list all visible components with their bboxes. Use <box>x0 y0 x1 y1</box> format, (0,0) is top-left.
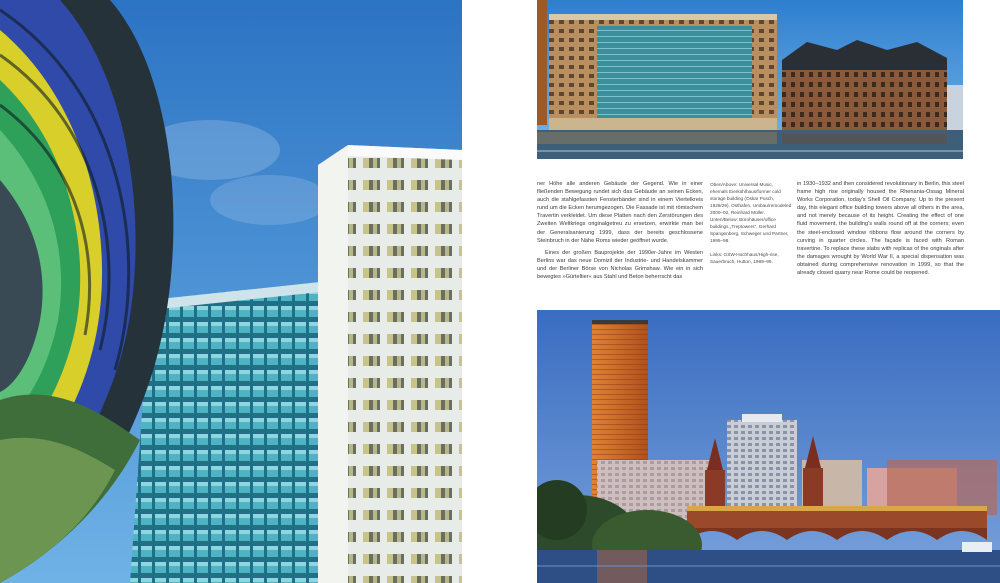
photo-gsw-highrise <box>0 0 462 583</box>
english-paragraph-1: in 1930–1932 and then considered revolutionary in Berlin, this steel frame high rise originally housed the Rhenania-Ossag Mineral Works Corporation, today's Shell Oil Company. Up to the present day, this elegant office building towers above all others in the area, and not merely because of its height. Creating the effect of one fluid movement, the building's walls round off at the corners; even the steel-enclosed window ribbons flow around the corners by curving in quarter circles. The façade is faced with Roman travertine. To replace these slabs with replicas of the originals after the damages wrought by World War II, a special dispensation was obtained during comprehensive renovation in 1999, so that the already closed quarry near Rome could be reopened. <box>797 181 964 277</box>
photo-harbor-buildings <box>537 0 963 159</box>
caption-lower: Links: GSW-Hochhaus/High-rise, Sauerbruch, Hutton, 1989–99. <box>710 252 779 264</box>
german-paragraph-2: Eines der großen Bauprojekte der 1990er-Jahre im Westen Berlins war das neue Domizil der Industrie- und Handelskammer und der Berliner Börse von Nicholas Grimshaw. Wie ein in sich bewegtes »Gürteltier« aus Stahl und Beton beherrscht das <box>537 249 703 281</box>
caption-upper: Oben/Above: Universal Music, ehemals Eierkühlhaus/former cold storage building (Oskar Pusch, 1928/29). Osthafen, Umbau/remodeled 2000–02, Reinhard Müller. Unten/Below: Bürohäuser/office buildings „Treptowers“, Gerhard Spangenberg, Schweger und Partner, 1995–98. <box>710 182 792 243</box>
left-page-photo <box>0 0 462 583</box>
text-column-english <box>797 180 964 281</box>
text-column-german <box>537 180 703 285</box>
photo-treptowers-bridge <box>537 310 1000 583</box>
german-paragraph-1: ner Höhe alle anderen Gebäude der Gegend. Wie in einer fließenden Bewegung rundet sich das Gebäude an seinen Ecken, auch die stahlgefassten Fensterbänder sind in einem Viertelkreis rund um die Ecken herumgezogen. Die Fassade ist mit römischem Travertin verkleidet. Um diese Platten nach den Zerstörungen des Zweiten Weltkriegs originalgetreu zu ersetzen, erwirkte man bei der Generalsanierung 1999, dass der bereits geschlossene Steinbruch in der Nähe Roms wieder geöffnet wurde. <box>537 181 703 244</box>
caption-column <box>710 181 792 272</box>
